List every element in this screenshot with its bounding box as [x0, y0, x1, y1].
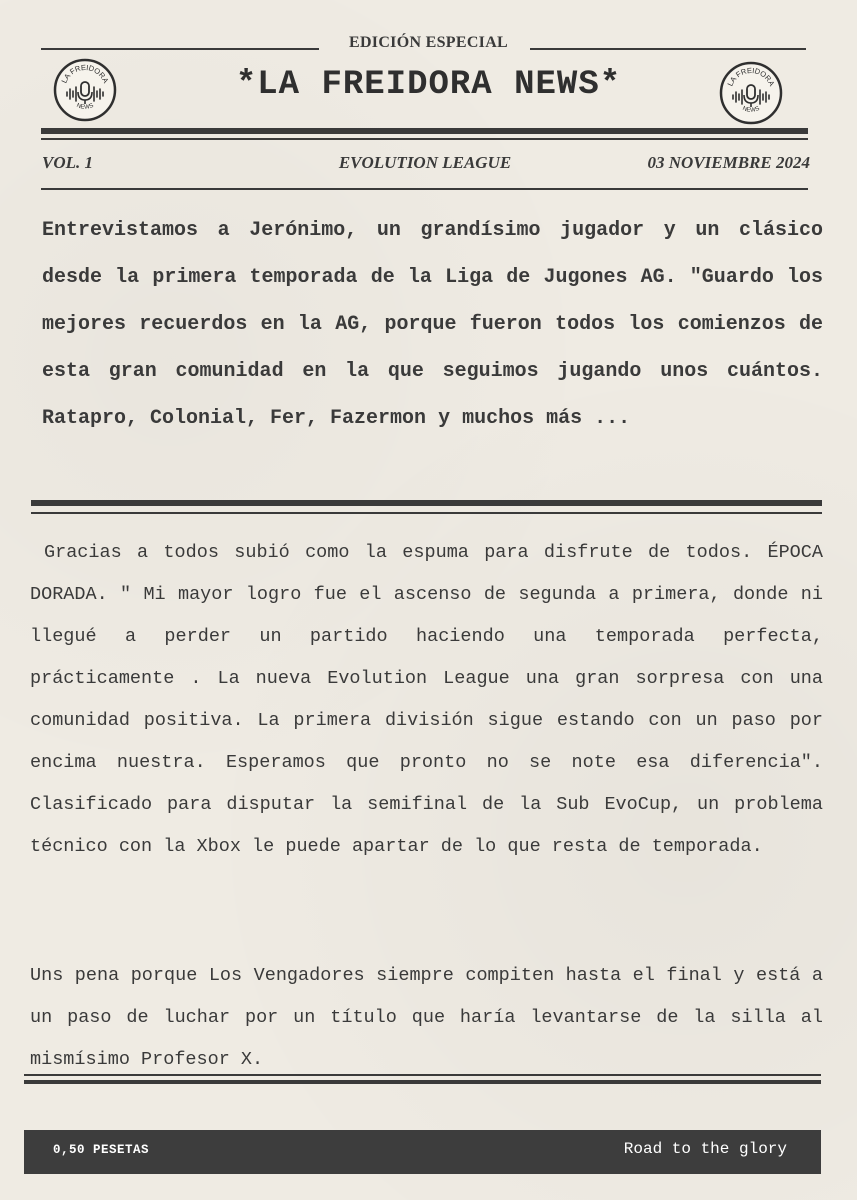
section-divider-thin: [31, 512, 822, 514]
masthead-rule-thick: [41, 128, 808, 134]
logo-top-text: LA FREIDORA: [725, 65, 777, 88]
slogan-label: Road to the glory: [623, 1140, 787, 1158]
section-label: EVOLUTION LEAGUE: [338, 153, 512, 172]
body-paragraph: Gracias a todos subió como la espuma para disfrute de todos. ÉPOCA DORADA. " Mi mayor logro fue el ascenso de segunda a primera, donde ni llegué a perder un partido haciendo una temporada perfecta, prácticamente . La nueva Evolution League una gran sorpresa con una comunidad positiva. La primera división sigue estando con un paso por encima nuestra. Esperamos que pronto no se note esa diferencia". Clasificado para disputar la semifinal de la Sub EvoCup, un problema técnico con la Xbox le puede apartar de lo que resta de temporada.: [30, 542, 823, 857]
masthead-rule-thin: [41, 138, 808, 140]
microphone-icon: [719, 61, 783, 125]
logo-top-text: LA FREIDORA: [59, 62, 111, 85]
section-divider-thick: [31, 500, 822, 506]
intro-paragraph: Entrevistamos a Jerónimo, un grandísimo jugador y un clásico desde la primera temporada de la Liga de Jugones AG. "Guardo los mejores recuerdos en la AG, porque fueron todos los comienzos de esta gran comunidad en la que seguimos jugando unos cuántos. Ratapro, Colonial, Fer, Fazermon y muchos más ...: [42, 219, 823, 430]
closing-paragraph: Uns pena porque Los Vengadores siempre compiten hasta el final y está a un paso de luchar por un título que haría levantarse de la silla al mismísimo Profesor X.: [30, 965, 823, 1070]
logo-bottom-text: NEWS: [75, 102, 95, 111]
bottom-rule-thin: [24, 1074, 821, 1076]
edition-label: EDICIÓN ESPECIAL: [348, 34, 509, 51]
meta-rule: [41, 188, 808, 190]
masthead-title: *LA FREIDORA NEWS*: [235, 66, 622, 104]
bottom-rule-thick: [24, 1080, 821, 1084]
date-label: 03 NOVIEMBRE 2024: [647, 153, 810, 172]
podcast-logo-right: [719, 61, 783, 125]
price-label: 0,50 PESETAS: [53, 1143, 150, 1157]
logo-bottom-text: NEWS: [741, 105, 761, 114]
volume-label: VOL. 1: [42, 153, 93, 172]
